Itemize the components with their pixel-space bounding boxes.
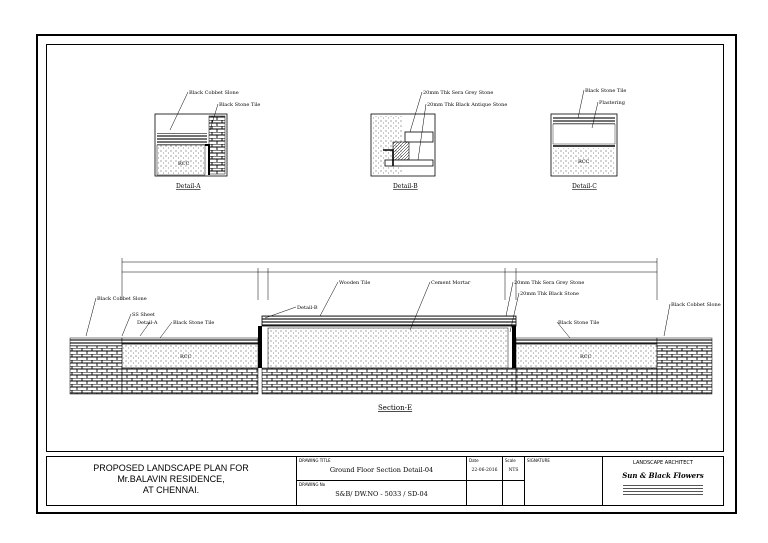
detail-b-label-2: 20mm Thk Black Antique Stone xyxy=(427,102,508,108)
scale-value: NTS xyxy=(508,468,519,473)
section-e-caption: Section-E xyxy=(378,404,413,412)
project-title xyxy=(47,463,295,496)
date-value: 22-06-2016 xyxy=(471,468,498,473)
firm-logo-text: Sun & Black Flowers xyxy=(622,471,704,480)
label-rcc-right: RCC xyxy=(580,354,592,360)
drawing-title-row xyxy=(297,457,466,481)
label-rcc-left: RCC xyxy=(180,354,192,360)
detail-b-hatch xyxy=(393,142,409,160)
architect-cell xyxy=(603,457,723,505)
detail-c xyxy=(551,88,626,190)
detail-a-label-rcc: RCC xyxy=(178,161,190,167)
label-cement-mortar: Cement Mortar xyxy=(431,280,471,286)
detail-b-caption: Detail-B xyxy=(393,183,418,190)
scale-box xyxy=(503,457,524,481)
detail-b xyxy=(371,90,507,190)
detail-a-tile-edge xyxy=(205,145,209,175)
project-title-line-3: AT CHENNAI. xyxy=(142,485,200,495)
label-left-tile: Black Stone Tile xyxy=(173,320,215,326)
scale-label: Scale xyxy=(505,458,516,463)
title-block xyxy=(46,456,724,506)
detail-c-label-rcc: RCC xyxy=(578,159,590,165)
detail-c-tile-layer xyxy=(553,116,615,124)
drawing-number-row xyxy=(297,481,466,505)
detail-b-grey-stone xyxy=(405,132,433,142)
firm-address-lines xyxy=(623,483,703,497)
detail-b-label-1: 20mm Thk Sera Grey Stone xyxy=(423,90,494,96)
detail-c-caption: Detail-C xyxy=(572,183,597,190)
signature-label: SIGNATURE xyxy=(527,458,550,463)
detail-a xyxy=(155,90,260,190)
detail-a-label-2: Black Stone Tile xyxy=(219,102,261,108)
left-stone-tile-band xyxy=(122,338,258,344)
detail-a-cobble-layer xyxy=(157,133,207,145)
drawing-info-cell xyxy=(297,457,467,505)
signature-cell xyxy=(525,457,603,505)
label-detail-a-ref: Detail-A xyxy=(137,320,158,326)
drawing-title: Ground Floor Section Detail-04 xyxy=(329,466,434,474)
left-foundation-brick xyxy=(70,346,122,394)
detail-c-label-2: Plastering xyxy=(599,100,625,106)
wooden-deck xyxy=(262,316,516,326)
label-black-stone: 20mm Thk Black Stone xyxy=(520,291,579,297)
label-ss-sheet: SS Sheet xyxy=(132,312,155,318)
label-left-cobble: Black Cobbet Slone xyxy=(97,296,147,302)
left-edge-trim xyxy=(258,326,262,368)
drawing-title-label: DRAWING TITLE xyxy=(299,458,331,463)
project-title-line-1: PROPOSED LANDSCAPE PLAN FOR xyxy=(93,463,249,473)
architect-label: LANDSCAPE ARCHITECT xyxy=(633,460,693,466)
detail-a-label-1: Black Cobbet Slone xyxy=(189,90,239,96)
right-foundation-brick xyxy=(657,346,712,394)
detail-c-label-1: Black Stone Tile xyxy=(585,88,627,94)
date-box xyxy=(467,457,502,481)
right-edge-trim xyxy=(512,326,516,368)
detail-c-plaster xyxy=(553,124,615,144)
left-cobble-strip xyxy=(70,338,122,346)
label-detail-b-ref: Detail-B xyxy=(297,305,318,311)
drawing-number: S&B/ DW.NO - 5033 / SD-04 xyxy=(335,490,428,498)
right-base-brick xyxy=(516,368,657,394)
scale-cell xyxy=(503,457,525,505)
date-label: Date xyxy=(469,458,479,463)
right-cobble-strip xyxy=(657,338,712,346)
date-cell xyxy=(467,457,503,505)
central-base-brick xyxy=(262,368,516,394)
label-right-tile: Black Stone Tile xyxy=(558,320,600,326)
section-e xyxy=(70,258,721,412)
label-sera-grey: 20mm Thk Sera Grey Stone xyxy=(514,280,585,286)
project-title-cell xyxy=(47,457,297,505)
left-base-brick xyxy=(122,368,258,394)
right-stone-tile-band xyxy=(516,338,657,344)
project-title-line-2: Mr.BALAVIN RESIDENCE, xyxy=(117,474,225,484)
drawing-number-label: DRAWING No xyxy=(299,482,326,487)
detail-a-rcc xyxy=(157,145,205,175)
label-right-cobble: Black Cobbet Slone xyxy=(671,302,721,308)
label-wooden-tile: Wooden Tile xyxy=(339,280,371,286)
detail-a-caption: Detail-A xyxy=(176,183,201,190)
cement-mortar-bed xyxy=(268,328,508,368)
